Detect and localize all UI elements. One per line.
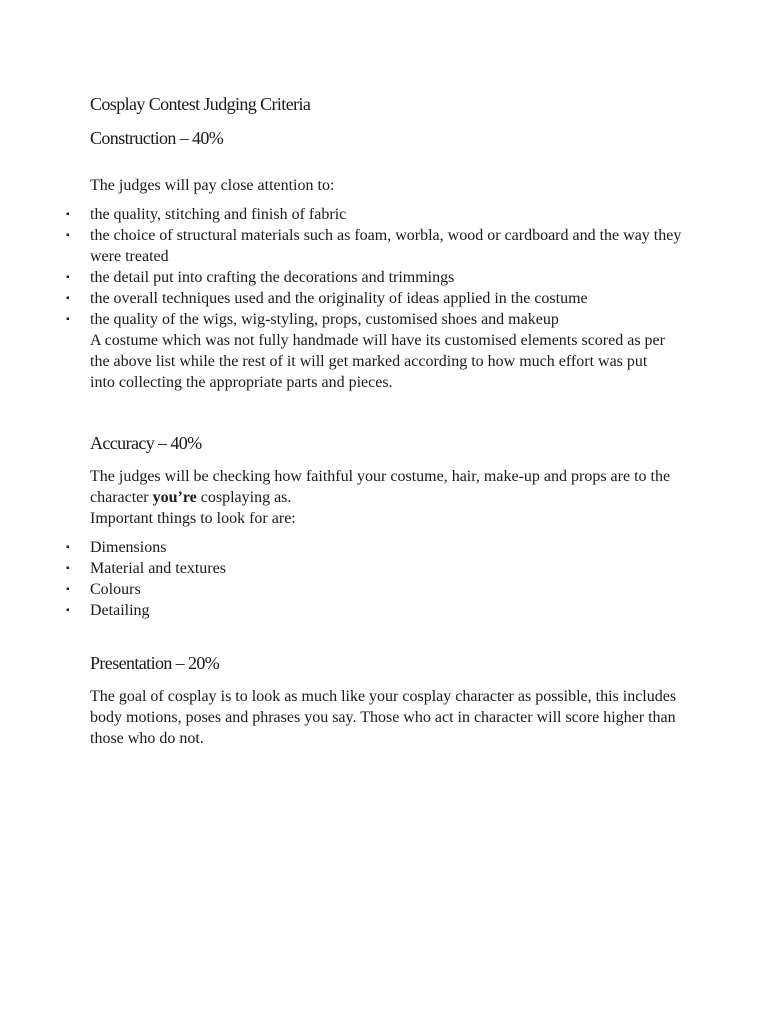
list-item [0,204,700,225]
bullet-icon: ▪ [66,584,70,595]
accuracy-intro-emphasis: you’re [152,489,197,506]
list-item [0,267,700,288]
list-item-text: the detail put into crafting the decorations and trimmings [90,269,455,286]
accuracy-intro [90,466,680,529]
construction-intro: The judges will pay close attention to: [90,177,335,194]
bullet-icon: ▪ [66,272,70,283]
presentation-heading: Presentation – 20% [90,653,220,673]
list-item [0,600,700,621]
bullet-icon: ▪ [66,605,70,616]
bullet-icon: ▪ [66,314,70,325]
document-title: Cosplay Contest Judging Criteria [90,94,311,114]
bullet-icon: ▪ [66,542,70,553]
list-item-text: Dimensions [90,539,167,556]
bullet-icon: ▪ [66,293,70,304]
accuracy-bullet-list [0,537,700,621]
construction-bullet-list [0,204,700,330]
list-item [0,288,700,309]
list-item-text: Material and textures [90,560,226,577]
list-item [0,537,700,558]
list-item-text: Detailing [90,602,150,619]
construction-note: A costume which was not fully handmade will have its customised elements scored as per the above list while the rest of it will get marked according to how much effort was put into collecting the appropriate parts and pieces. [90,332,665,391]
list-item-text: the quality, stitching and finish of fabric [90,206,347,223]
bullet-icon: ▪ [66,563,70,574]
accuracy-intro-line2: Important things to look for are: [90,510,296,527]
construction-heading: Construction – 40% [90,128,224,148]
bullet-icon: ▪ [66,209,70,220]
list-item-text: the overall techniques used and the originality of ideas applied in the costume [90,290,588,307]
accuracy-heading: Accuracy – 40% [90,433,202,453]
list-item-text: the choice of structural materials such as foam, worbla, wood or cardboard and the way they were treated [90,227,682,265]
list-item [0,579,700,600]
list-item-text: the quality of the wigs, wig-styling, props, customised shoes and makeup [90,311,559,328]
list-item [0,558,700,579]
list-item [0,309,700,330]
accuracy-intro-text-end: cosplaying as. [196,489,292,506]
list-item-text: Colours [90,581,141,598]
bullet-icon: ▪ [66,230,70,241]
accuracy-intro-text: The judges will be checking how faithful your costume, hair, make-up and props are to the character [90,468,671,506]
presentation-body: The goal of cosplay is to look as much like your cosplay character as possible, this includes body motions, poses and phrases you say. Those who act in character will score higher than those who do not. [90,688,677,747]
list-item [0,225,700,267]
